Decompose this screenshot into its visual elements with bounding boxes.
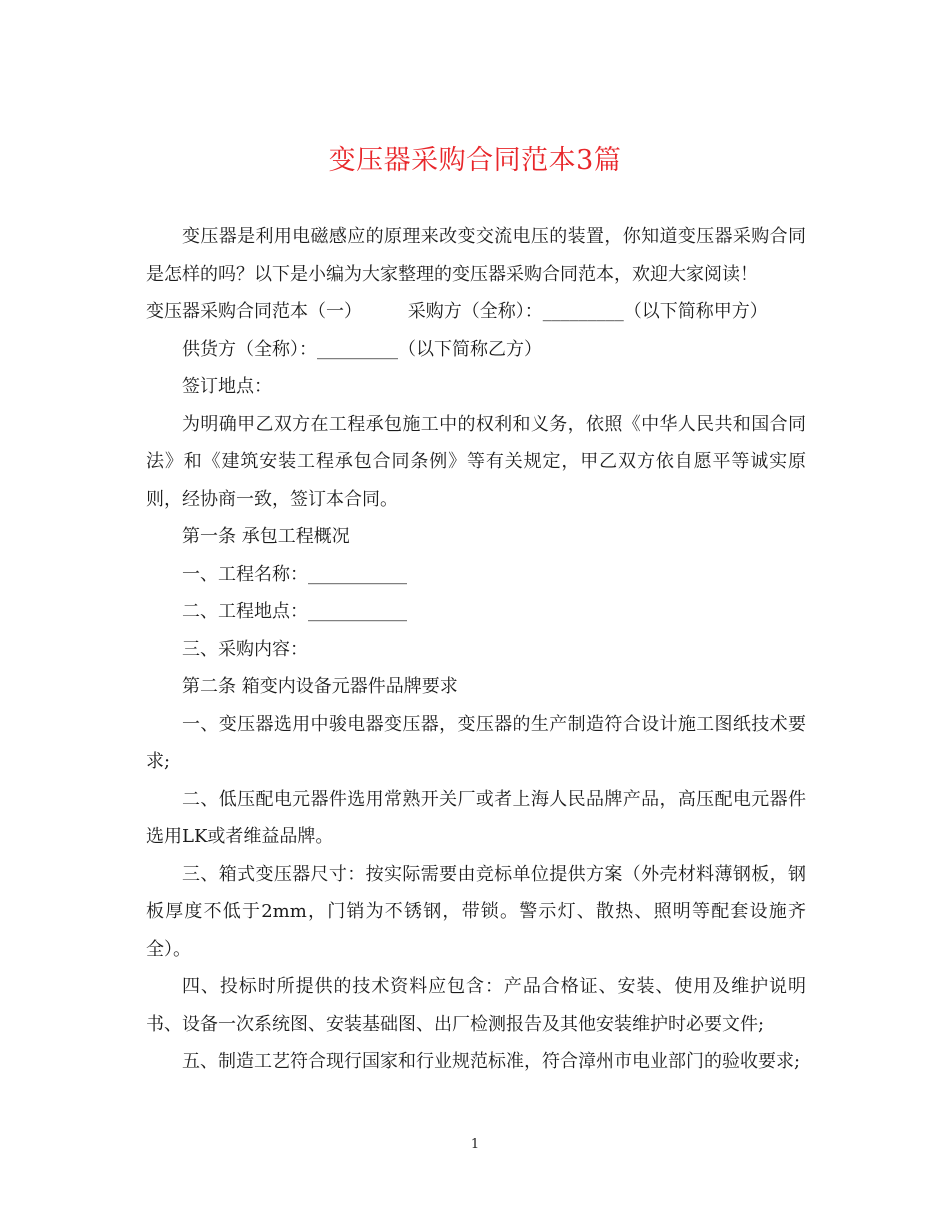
document-title: 变压器采购合同范本3篇: [328, 145, 622, 176]
paragraph-item-1: 一、变压器选用中骏电器变压器，变压器的生产制造符合设计施工图纸技术要求;: [146, 713, 806, 772]
paragraph-supplier: 供货方（全称）：_________（以下简称乙方）: [182, 338, 542, 360]
paragraph-project-name: 一、工程名称：___________: [182, 563, 407, 585]
page-number: 1: [470, 1137, 480, 1152]
paragraph-contract-heading: 变压器采购合同范本（一） 采购方（全称）：_________（以下简称甲方）: [146, 301, 768, 322]
paragraph-project-location: 二、工程地点：___________: [182, 601, 407, 622]
paragraph-item-3: 三、箱式变压器尺寸：按实际需要由竞标单位提供方案（外壳材料薄钢板，钢板厚度不低于2mm，门销为不锈钢，带锁。警示灯、散热、照明等配套设施齐全）。: [146, 863, 806, 960]
document-body: [146, 218, 806, 1081]
paragraph-intro: 变压器是利用电磁感应的原理来改变交流电压的装置，你知道变压器采购合同是怎样的吗？以下是小编为大家整理的变压器采购合同范本，欢迎大家阅读！: [146, 226, 806, 285]
paragraph-purchase-content: 三、采购内容：: [182, 638, 308, 660]
paragraph-item-5: 五、制造工艺符合现行国家和行业规范标准，符合漳州市电业部门的验收要求;: [182, 1051, 801, 1072]
paragraph-item-2: 二、低压配电元器件选用常熟开关厂或者上海人民品牌产品，高压配电元器件选用LK或者维益品牌。: [146, 788, 806, 847]
paragraph-article-1: 第一条 承包工程概况: [182, 526, 350, 547]
paragraph-signing-place: 签订地点：: [182, 376, 272, 397]
paragraph-purpose: 为明确甲乙双方在工程承包施工中的权利和义务，依照《中华人民共和国合同法》和《建筑安装工程承包合同条例》等有关规定，甲乙双方依自愿平等诚实原则，经协商一致，签订本合同。: [146, 413, 806, 510]
paragraph-item-4: 四、投标时所提供的技术资料应包含：产品合格证、安装、使用及维护说明书、设备一次系统图、安装基础图、出厂检测报告及其他安装维护时必要文件;: [146, 976, 806, 1035]
paragraph-article-2: 第二条 箱变内设备元器件品牌要求: [182, 676, 458, 697]
